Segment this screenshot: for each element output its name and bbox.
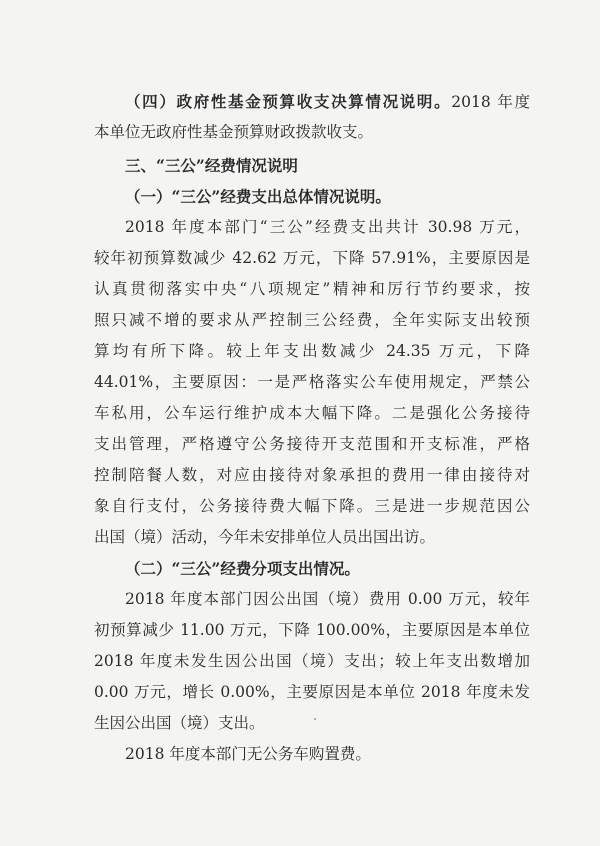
subsection-1-title: （一）“三公”经费支出总体情况说明。 [125, 187, 391, 206]
section-4-heading: （四）政府性基金预算收支决算情况说明。 [125, 92, 452, 111]
paragraph-2 [94, 584, 530, 739]
paragraph-line: 44.01%，主要原因：一是严格落实公车使用规定，严禁公 [94, 373, 530, 391]
paragraph-line: 2018 年度本部门因公出国（境）费用 0.00 万元，较年 [125, 590, 530, 608]
document-body [94, 86, 530, 770]
section-4-text: 本单位无政府性基金预算财政拨款收支。 [94, 123, 374, 141]
section-4-heading-line [94, 86, 530, 117]
paragraph-line: 出国（境）活动，今年未安排单位人员出国出访。 [94, 528, 436, 546]
paragraph-line: 算均有所下降。较上年支出数减少 24.35 万元，下降 [94, 342, 530, 360]
paragraph-1 [94, 212, 530, 553]
paragraph-line: 生因公出国（境）支出。 [94, 714, 265, 732]
paragraph-line: 较年初预算数减少 42.62 万元，下降 57.91%，主要原因是 [94, 249, 530, 267]
paragraph-line: 支出管理，严格遵守公务接待开支范围和开支标准，严格 [94, 435, 530, 453]
paragraph-line: 初预算减少 11.00 万元，下降 100.00%，主要原因是本单位 [94, 621, 530, 639]
paragraph-line: 认真贯彻落实中央“八项规定”精神和厉行节约要求，按 [94, 280, 530, 298]
paragraph-line: 2018 年度未发生因公出国（境）支出；较上年支出数增加 [94, 652, 530, 670]
paragraph-line: 车私用，公车运行维护成本大幅下降。二是强化公务接待 [94, 404, 530, 422]
subsection-2-title: （二）“三公”经费分项支出情况。 [125, 559, 360, 578]
paragraph-line: 控制陪餐人数，对应由接待对象承担的费用一律由接待对 [94, 466, 530, 484]
paragraph-line: 象自行支付，公务接待费大幅下降。三是进一步规范因公 [94, 497, 530, 515]
paragraph-line: 照只减不增的要求从严控制三公经费，全年实际支出较预 [94, 311, 530, 329]
section-3-title: 三、“三公”经费情况说明 [125, 156, 298, 175]
paragraph-3: 2018 年度本部门无公务车购置费。 [125, 745, 371, 763]
paragraph-line: 2018 年度本部门“三公”经费支出共计 30.98 万元， [125, 218, 530, 236]
section-4-heading-tail: 2018 年度 [451, 93, 530, 111]
paragraph-line: 0.00 万元，增长 0.00%，主要原因是本单位 2018 年度未发 [94, 683, 530, 701]
scan-speck [314, 718, 316, 720]
